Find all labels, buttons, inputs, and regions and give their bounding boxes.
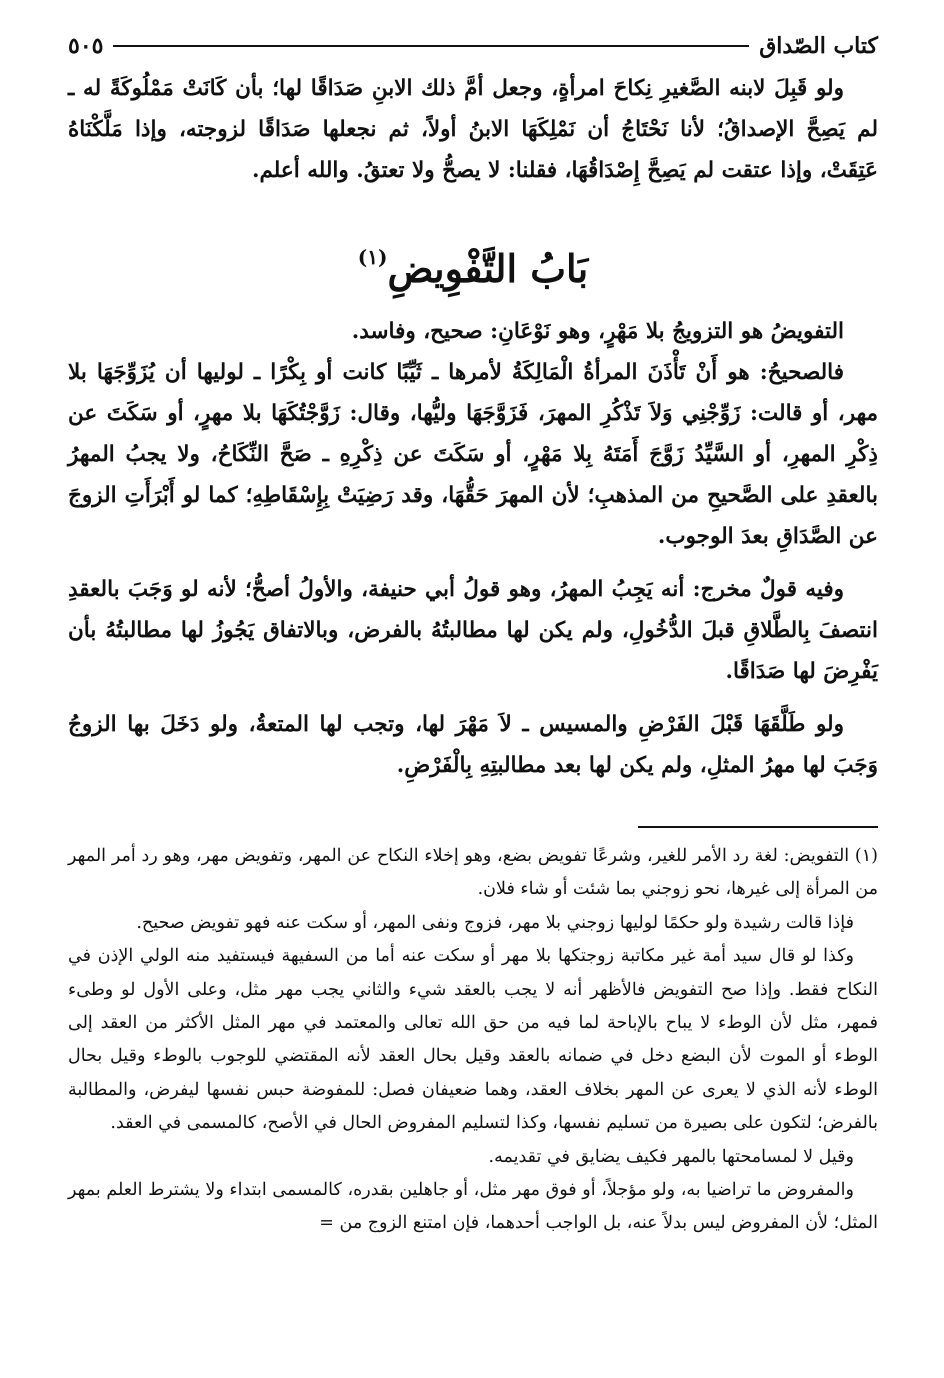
footnote-2: فإذا قالت رشيدة ولو حكمًا لوليها زوجني بلا مهر، فزوج ونفى المهر، أو سكت عنه فهو تفويض صحيح. (136, 912, 854, 933)
page-number: ٥٠٥ (68, 33, 104, 59)
footnote-reference: (١) (357, 245, 388, 269)
footnotes (68, 840, 878, 1241)
running-header (68, 26, 878, 66)
paragraph-4: وفيه قولٌ مخرج: أنه يَجِبُ المهرُ، وهو قولُ أبي حنيفة، والأولُ أصحُّ؛ لأنه لو وَجَبَ بالعقدِ انتصفَ بِالطَّلاقِ قبلَ الدُّخُولِ، ولم يكن لها مطالبتُهُ بالفرض، وبالاتفاق يَجُوزُ لها مطالبتُهُ بأن يَفْرِضَ لها صَدَاقًا. (68, 577, 878, 684)
book-title: كتاب الصّداق (759, 33, 878, 59)
paragraph-gap (68, 692, 878, 704)
footnote-3: وكذا لو قال سيد أمة غير مكاتبة زوجتكها بلا مهر أو سكت عنه أما من السفيهة فيستفيد منه الولي الإذن في النكاح فقط. وإذا صح التفويض فالأظهر أنه لا يجب بالعقد شيء والثاني يجب مهر مثل، وعلى الأول لو وطىء فمهر، مثل لأن الوطء لا يباح بالإباحة لما فيه من حق الله تعالى والمعتمد في مهر المثل الأكثر من العقد إلى الوطء أو الموت لأن البضع دخل في ضمانه بالعقد وقيل بحال العقد لأنه المقتضي للوجوب بالوطء وقيل بحال الوطء لأنه الذي لا يعرى عن المهر بخلاف العقد، وهما ضعيفان فصل: للمفوضة حبس نفسها ليفرض، والمطالبة بالفرض؛ لتكون على بصيرة من تسليم نفسها، وكذا لتسليم المفروض الحال في الأصح، كالمسمى في العقد. (68, 946, 878, 1134)
paragraph-gap (68, 557, 878, 569)
paragraph-3: فالصحيحُ: هو أَنْ تَأْذَنَ المرأةُ الْمَالِكَةُ لأمرها ـ ثَيِّبًا كانت أو بِكْرًا ـ لوليها أن يُزَوِّجَهَا بلا مهر، أو قالت: زَوِّجْنِي وَلاَ تَذْكُرِ المهرَ، فَزَوَّجَهَا وليُّها، وقال: زَوَّجْتُكَهَا بلا مهرٍ، أو سَكَتَ عن ذِكْرِ المهرِ، أو السَّيِّدُ زَوَّجَ أَمَتَهُ بِلا مَهْرٍ، أو سَكَتَ عن ذِكْرِهِ ـ صَحَّ النِّكَاحُ، ولا يجبُ المهرُ بالعقدِ على الصَّحيحِ من المذهبِ؛ لأن المهرَ حَقُّهَا، وقد رَضِيَتْ بِإِسْقَاطِهِ؛ كما لو أَبْرَأَتِ الزوجَ عن الصَّدَاقِ بعدَ الوجوب. (68, 360, 878, 549)
footnote-1: (١) التفويض: لغة رد الأمر للغير، وشرعًا تفويض بضع، وهو إخلاء النكاح عن المهر، وتفويض مهر، وهو رد أمر المهر من المرأة إلى غيرها، نحو زوجني بما شئت أو شاء فلان. (68, 846, 878, 900)
footnote-4: وقيل لا لمسامحتها بالمهر فكيف يضايق في تقديمه. (488, 1146, 854, 1167)
book-page (68, 26, 878, 1241)
chapter-title (68, 233, 878, 293)
footnote-5: والمفروض ما تراضيا به، ولو مؤجلاً، أو فوق مهر مثل، أو جاهلين بقدره، كالمسمى ابتداء ولا يشترط العلم بمهر المثل؛ لأن المفروض ليس بدلاً عنه، بل الواجب أحدهما، فإن امتنع الزوج من = (68, 1180, 878, 1234)
paragraph-5: ولو طَلَّقَهَا قَبْلَ الفَرْضِ والمسيس ـ لاَ مَهْرَ لها، وتجب لها المتعةُ، ولو دَخَلَ بها الزوجُ وَجَبَ لها مهرُ المثلِ، ولم يكن لها بعد مطالبتِهِ بِالْفَرْضِ. (68, 712, 878, 778)
header-rule (113, 45, 749, 47)
paragraph-1: ولو قَبِلَ لابنه الصَّغيرِ نِكاحَ امرأةٍ، وجعل أمَّ ذلك الابنِ صَدَاقًا لها؛ بأن كَانَتْ مَمْلُوكَةً له ـ لم يَصِحَّ الإصداقُ؛ لأنا نَحْتَاجُ أن نَمْلِكَهَا الابنُ أولاً، ثم نجعلها صَدَاقًا لزوجته، وإذا مَلَّكْنَاهُ عَتِقَتْ، وإذا عتقت لم يَصِحَّ إِصْدَاقُهَا، فقلنا: لا يصحُّ ولا تعتقُ. والله أعلم. (68, 76, 878, 183)
main-text (68, 68, 878, 786)
paragraph-2: التفويضُ هو التزويجُ بلا مَهْرٍ، وهو نَوْعَانِ: صحيح، وفاسد. (351, 319, 844, 344)
chapter-title-text: بَابُ التَّفْوِيضِ (387, 246, 589, 291)
footnote-separator (638, 826, 878, 828)
